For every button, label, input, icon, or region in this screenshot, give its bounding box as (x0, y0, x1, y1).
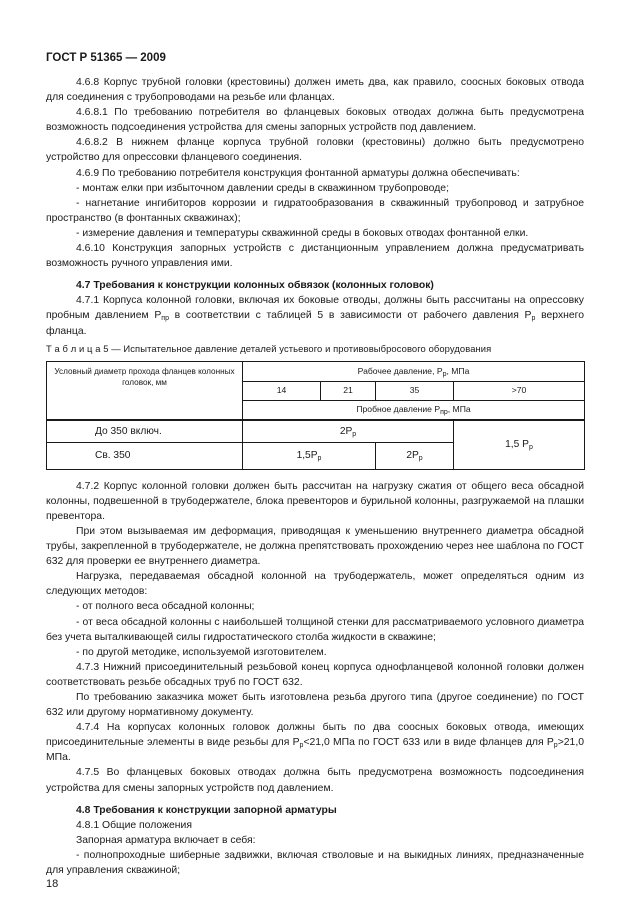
page-number: 18 (46, 878, 59, 890)
paragraph-4-8-1: 4.8.1 Общие положения (76, 819, 192, 831)
table-cell: $2P_р$ (243, 420, 454, 442)
table-header-col-35: 35 (376, 381, 454, 400)
table-header-col-21: 21 (321, 381, 376, 400)
table-5 (46, 361, 585, 470)
paragraph-4-6-10: 4.6.10 Конструкция запорных устройств с дистанционным управлением должна предусматривать возможность ручного управления ими. (46, 243, 584, 270)
table-header-test-pressure: Пробное давление $P_{пр}$, МПа (243, 400, 585, 420)
table-corner-header: Условный диаметр прохода фланцев колонных головок, мм (47, 361, 243, 420)
section-heading-4-8: 4.8 Требования к конструкции запорной арматуры (76, 804, 337, 816)
paragraph-4-6-9: 4.6.9 По требованию потребителя конструкция фонтанной арматуры должна обеспечивать: (76, 167, 520, 179)
section-heading-4-7: 4.7 Требования к конструкции колонных обвязок (колонных головок) (76, 280, 434, 292)
table-header-col-70: >70 (454, 381, 585, 400)
paragraph-4-7-1: 4.7.1 Корпуса колонной головки, включая их боковые отводы, должны быть рассчитаны на опрессовку пробным давлением $P_{пр}$ в соответствии с таблицей 5 в зависимости от рабочего давления $P_р$ верхнего фланца. (46, 295, 584, 337)
paragraph: При этом вызываемая им деформация, приводящая к уменьшению внутреннего диаметра обсадной трубы, закрепленной в трубодержателе, не должна препятствовать прохождению через нее шаблона по ГОСТ 632 для проверки ее внутреннего диаметра. (46, 525, 584, 568)
paragraph: Нагрузка, передаваемая обсадной колонной на трубодержатель, может определяться одним из следующих методов: (46, 571, 584, 598)
paragraph-4-6-8-1: 4.6.8.1 По требованию потребителя во фланцевых боковых отводах должна быть предусмотрена возможность подсоединения устройства для смены запорных устройств под давлением. (46, 107, 584, 134)
document-body (46, 75, 584, 878)
paragraph-4-7-5: 4.7.5 Во фланцевых боковых отводах должна быть предусмотрена возможность подсоединения устройства для смены запорных устройств под давлением. (46, 767, 584, 794)
table-row-label: До 350 включ. (47, 420, 243, 442)
paragraph-4-7-3: 4.7.3 Нижний присоединительный резьбовой конец корпуса однофланцевой колонной головки должен соответствовать резьбе обсадных труб по ГОСТ 632. (46, 661, 584, 688)
table-header-col-14: 14 (243, 381, 321, 400)
paragraph-4-7-2: 4.7.2 Корпус колонной головки должен быть рассчитан на нагрузку сжатия от общего веса обсадной колонны, подвешенной в трубодержателе, блока превенторов и бурильной колонны, разгружаемой на плашки превентора. (46, 480, 584, 522)
list-item: - измерение давления и температуры скважинной среды в боковых отводах фонтанной елки. (76, 227, 529, 239)
table-cell: $2P_р$ (376, 442, 454, 469)
paragraph: Запорная арматура включает в себя: (76, 834, 256, 846)
table-caption: Т а б л и ц а 5 — Испытательное давление деталей устьевого и противовыбросового оборудования (46, 342, 492, 354)
table-row-label: Св. 350 (47, 442, 243, 469)
table-cell: 1,5 $P_р$ (454, 420, 585, 469)
table-cell: $1,5P_р$ (243, 442, 376, 469)
list-item: - монтаж елки при избыточном давлении среды в скважинном трубопроводе; (76, 182, 449, 194)
list-item: - нагнетание ингибиторов коррозии и гидратообразования в скважинный трубопровод и затрубное пространство (в фонтанных скважинах); (46, 197, 584, 224)
paragraph: По требованию заказчика может быть изготовлена резьба другого типа (другое соединение) по ГОСТ 632 или другому нормативному документу. (46, 692, 584, 719)
list-item: - полнопроходные шиберные задвижки, включая стволовые и на выкидных линиях, предназначенные для управления скважиной; (46, 849, 584, 877)
paragraph-4-6-8-2: 4.6.8.2 В нижнем фланце корпуса трубной головки (крестовины) должно быть предусмотрено устройство для опрессовки фланцевого соединения. (46, 137, 584, 164)
document-header: ГОСТ Р 51365 — 2009 (46, 52, 166, 64)
list-item: - по другой методике, используемой изготовителем. (76, 646, 327, 658)
table-header-work-pressure: Рабочее давление, $P_р$, МПа (243, 361, 585, 381)
list-item: - от полного веса обсадной колонны; (76, 601, 255, 613)
paragraph-4-7-4: 4.7.4 На корпусах колонных головок должны быть по два соосных боковых отвода, имеющих присоединительные элементы в виде резьбы для $P_р<21,0$ МПа по ГОСТ 633 или в виде фланцев для $P_р>21,0$ МПа. (46, 722, 584, 764)
list-item: - от веса обсадной колонны с наибольшей толщиной стенки для рассматриваемого условного диаметра без учета выталкивающей силы гидростатического столба жидкости в скважине; (46, 616, 584, 643)
paragraph-4-6-8: 4.6.8 Корпус трубной головки (крестовины) должен иметь два, как правило, соосных боковых отвода для соединения с трубопроводами на резьбе или фланцах. (46, 77, 584, 104)
